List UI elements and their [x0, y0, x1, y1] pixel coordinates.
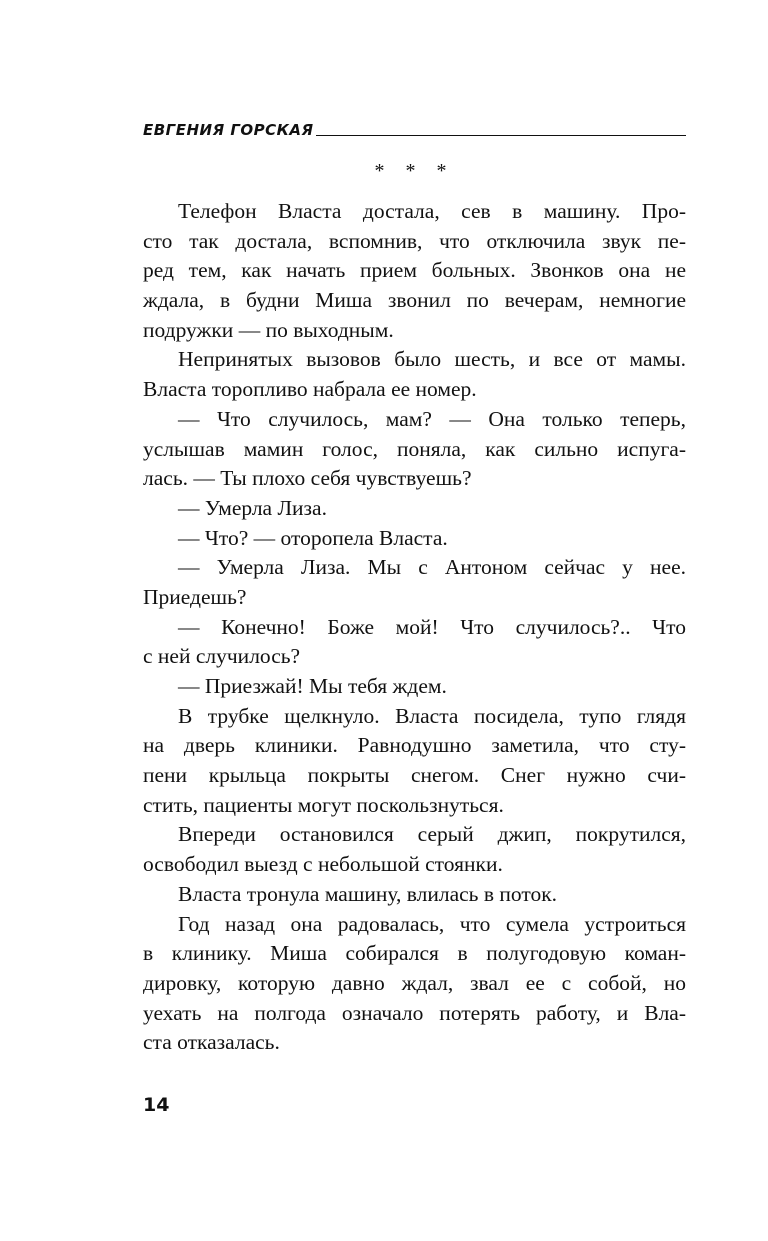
text-line: Непринятых вызовов было шесть, и все от мамы.: [178, 347, 686, 372]
text-line: с ней случилось?: [143, 644, 301, 669]
page-number: 14: [143, 1094, 170, 1116]
text-line: подружки — по выходным.: [143, 317, 394, 342]
text-line: освободил выезд с небольшой стоянки.: [143, 852, 503, 877]
text-line: Телефон Власта достала, сев в машину. Про-: [178, 199, 686, 223]
text-line: Власта торопливо набрала ее номер.: [143, 377, 477, 402]
text-line: уехать на полгода означало потерять работу, и Вла-: [143, 1000, 686, 1025]
text-line: — Умерла Лиза.: [178, 495, 327, 520]
header-rule: [316, 135, 686, 136]
text-line: — Что случилось, мам? — Она только теперь,: [178, 406, 686, 431]
text-line: Приедешь?: [143, 584, 247, 609]
text-line: дировку, которую давно ждал, звал ее с собой, но: [143, 970, 686, 995]
header-author: ЕВГЕНИЯ ГОРСКАЯ: [143, 121, 314, 139]
text-line: — Приезжай! Мы тебя ждем.: [178, 674, 447, 698]
section-separator: * * *: [374, 160, 455, 182]
text-line: Впереди остановился серый джип, покрутился,: [178, 822, 686, 847]
text-line: — Умерла Лиза. Мы с Антоном сейчас у нее.: [178, 555, 686, 580]
text-line: ред тем, как начать прием больных. Звонков она не: [143, 258, 686, 283]
text-line: Год назад она радовалась, что сумела устроиться: [178, 911, 686, 936]
text-line: ждала, в будни Миша звонил по вечерам, немногие: [143, 288, 686, 313]
text-line: — Конечно! Боже мой! Что случилось?.. Что: [178, 614, 686, 639]
running-header: [143, 119, 686, 139]
text-line: в клинику. Миша собирался в полугодовую коман-: [143, 941, 686, 966]
text-line: — Что? — оторопела Власта.: [178, 525, 448, 550]
text-line: Власта тронула машину, влилась в поток.: [178, 881, 558, 906]
text-line: В трубке щелкнуло. Власта посидела, тупо глядя: [178, 703, 686, 728]
text-line: пени крыльца покрыты снегом. Снег нужно счи-: [143, 763, 686, 788]
text-line: стить, пациенты могут поскользнуться.: [143, 792, 504, 817]
text-line: сто так достала, вспомнив, что отключила звук пе-: [143, 228, 686, 253]
text-line: лась. — Ты плохо себя чувствуешь?: [143, 466, 472, 491]
text-line: ста отказалась.: [143, 1030, 280, 1055]
text-line: услышав мамин голос, поняла, как сильно испуга-: [143, 436, 686, 461]
body-text: [143, 197, 686, 1058]
text-line: на дверь клиники. Равнодушно заметила, что сту-: [143, 733, 686, 758]
